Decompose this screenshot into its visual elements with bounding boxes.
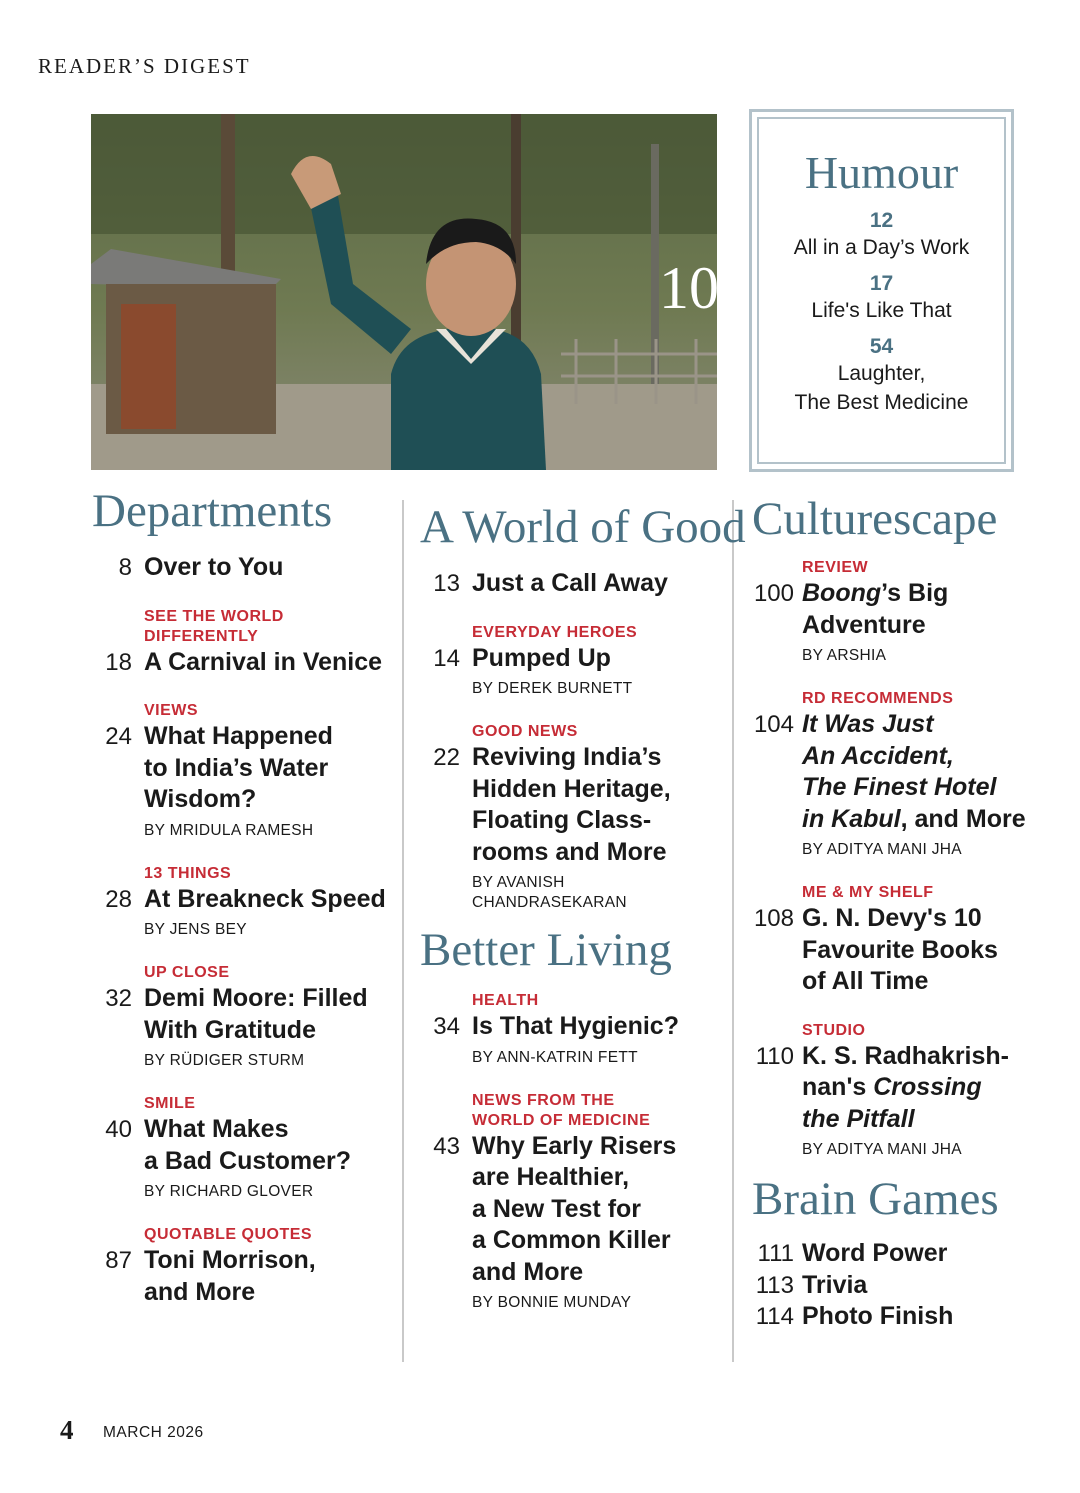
- article-title: [472, 742, 671, 868]
- page-number: 14: [433, 644, 460, 672]
- article-title: A Carnival in Venice: [144, 647, 383, 676]
- toc-entry[interactable]: [432, 991, 724, 1068]
- article-title: All in a Day’s Work: [793, 236, 970, 259]
- title-line: are Healthier,: [472, 1163, 630, 1191]
- category-kicker: VIEWS: [144, 702, 199, 719]
- toc-entry[interactable]: [100, 552, 400, 584]
- title-line: Laughter,: [837, 362, 926, 385]
- byline: BY ARSHIA: [802, 647, 887, 664]
- page-number: 34: [433, 1013, 460, 1040]
- feature-page-number: 100: [659, 255, 749, 321]
- article-title: [144, 983, 368, 1046]
- category-kicker: QUOTABLE QUOTES: [144, 1226, 313, 1243]
- article-title: At Breakneck Speed: [144, 884, 386, 913]
- page-number: 43: [433, 1132, 460, 1160]
- humour-item[interactable]: [759, 335, 1004, 417]
- category-kicker: ME & MY SHELF: [802, 884, 934, 901]
- article-title: [144, 721, 333, 816]
- humour-box: [749, 109, 1014, 472]
- article-title: [802, 903, 998, 998]
- title-italic: Boong: [802, 579, 882, 607]
- toc-entry[interactable]: [432, 568, 724, 600]
- title-line: a Bad Customer?: [144, 1146, 351, 1175]
- title-line: of All Time: [802, 967, 929, 995]
- title-line: Why Early Risers: [472, 1131, 677, 1160]
- toc-entry[interactable]: [752, 883, 1042, 998]
- article-title: Photo Finish: [802, 1302, 954, 1330]
- toc-entry[interactable]: [432, 1091, 724, 1314]
- article-title: Just a Call Away: [472, 569, 668, 597]
- title-line: Favourite Books: [802, 935, 998, 964]
- title-line: to India’s Water: [144, 753, 329, 782]
- article-title: [759, 359, 1004, 417]
- title-part: , and More: [900, 804, 1026, 833]
- world-of-good-column: [420, 500, 746, 1313]
- column-divider: [732, 500, 734, 1362]
- category-kicker: SMILE: [144, 1095, 196, 1112]
- category-kicker: 13 THINGS: [144, 864, 232, 882]
- section-title-better-living: Better Living: [420, 924, 672, 976]
- humour-item[interactable]: [759, 209, 1004, 262]
- page-number: 8: [118, 554, 132, 581]
- category-kicker: RD RECOMMENDS: [802, 690, 954, 707]
- article-title: [144, 1245, 316, 1308]
- byline-line: BY AVANISH: [472, 874, 565, 891]
- page-number: 13: [433, 570, 460, 597]
- article-title: [802, 709, 1026, 835]
- category-kicker: HEALTH: [472, 992, 539, 1009]
- title-line: What Makes: [144, 1115, 289, 1143]
- page-number: 22: [433, 744, 460, 771]
- page-number: 100: [753, 580, 794, 607]
- byline: BY DEREK BURNETT: [472, 680, 633, 697]
- kicker-line: WORLD OF MEDICINE: [472, 1111, 651, 1129]
- category-kicker: GOOD NEWS: [472, 723, 578, 740]
- page-number: 12: [869, 209, 894, 232]
- toc-entry[interactable]: [752, 558, 1042, 666]
- toc-entry[interactable]: [100, 607, 400, 679]
- byline: BY RICHARD GLOVER: [144, 1183, 314, 1200]
- toc-entry[interactable]: [752, 1301, 1042, 1333]
- title-line: and More: [144, 1277, 256, 1306]
- title-part: ’s Big: [881, 579, 949, 607]
- section-title-culturescape: Culturescape: [752, 493, 998, 545]
- folio-page-number: 4: [60, 1415, 74, 1445]
- article-title: [472, 1131, 676, 1289]
- page-number: 28: [105, 885, 132, 913]
- title-line: a Common Killer: [472, 1226, 671, 1254]
- title-line: With Gratitude: [144, 1015, 316, 1044]
- category-kicker: REVIEW: [802, 559, 869, 576]
- title-line: Reviving India’s: [472, 743, 662, 771]
- toc-entry[interactable]: [100, 1094, 400, 1202]
- category-kicker: EVERYDAY HEROES: [472, 623, 638, 641]
- byline: BY ADITYA MANI JHA: [802, 841, 962, 858]
- title-line: Floating Class-: [472, 806, 652, 834]
- title-line: Wisdom?: [144, 785, 257, 813]
- byline: BY JENS BEY: [144, 921, 247, 938]
- section-title-departments: Departments: [92, 485, 333, 537]
- page-number: 32: [105, 985, 132, 1012]
- culturescape-column: [752, 492, 1042, 1333]
- toc-entry[interactable]: [100, 963, 400, 1071]
- article-title: Over to You: [144, 553, 284, 581]
- page-number: 18: [105, 648, 132, 676]
- masthead: READER’S DIGEST: [38, 54, 251, 78]
- title-part: nan's: [802, 1073, 874, 1101]
- title-line: Adventure: [802, 610, 926, 639]
- toc-entry[interactable]: [100, 864, 400, 941]
- title-line: Hidden Heritage,: [472, 774, 671, 803]
- article-title: Trivia: [802, 1270, 868, 1299]
- article-title: Life's Like That: [811, 299, 952, 322]
- title-line: Demi Moore: Filled: [144, 984, 368, 1012]
- title-line: a New Test for: [472, 1194, 642, 1223]
- boy-gesture-illustration: [91, 114, 717, 470]
- column-divider: [402, 500, 404, 1362]
- section-title-world-of-good: A World of Good: [420, 501, 746, 553]
- category-kicker: STUDIO: [802, 1021, 866, 1039]
- toc-entry[interactable]: [432, 623, 724, 700]
- humour-item[interactable]: [759, 272, 1004, 325]
- page-number: 113: [755, 1271, 794, 1299]
- category-kicker: [472, 1091, 724, 1131]
- page-number: 40: [105, 1116, 132, 1143]
- article-title: Word Power: [802, 1239, 948, 1267]
- kicker-line: NEWS FROM THE: [472, 1091, 615, 1109]
- title-line: The Finest Hotel: [802, 773, 997, 801]
- byline: BY BONNIE MUNDAY: [472, 1294, 632, 1311]
- title-line: G. N. Devy's 10: [802, 904, 982, 932]
- page-number: 114: [755, 1303, 794, 1330]
- toc-entry[interactable]: [100, 1225, 400, 1308]
- page-number: 108: [753, 905, 794, 932]
- page-number: 104: [753, 711, 794, 738]
- byline: BY ANN-KATRIN FETT: [472, 1048, 638, 1066]
- toc-entry[interactable]: [752, 1238, 1042, 1270]
- title-line: What Happened: [144, 722, 333, 750]
- byline: BY MRIDULA RAMESH: [144, 821, 314, 839]
- kicker-line: SEE THE WORLD: [144, 607, 284, 625]
- kicker-line: DIFFERENTLY: [144, 627, 259, 645]
- title-line: An Accident,: [802, 741, 954, 770]
- page-number: 110: [755, 1042, 794, 1070]
- toc-entry[interactable]: [752, 689, 1042, 860]
- category-kicker: UP CLOSE: [144, 964, 230, 981]
- article-title: [802, 578, 948, 641]
- title-line: rooms and More: [472, 837, 667, 866]
- title-line: It Was Just: [802, 710, 934, 738]
- article-title: [802, 1041, 1009, 1136]
- page-number: 54: [869, 335, 894, 358]
- title-italic: Crossing: [873, 1073, 982, 1101]
- departments-column: [92, 484, 400, 1308]
- title-line: The Best Medicine: [794, 391, 969, 414]
- title-line: the Pitfall: [802, 1104, 915, 1133]
- page-number: 111: [757, 1240, 794, 1267]
- byline: [472, 873, 724, 913]
- byline-line: CHANDRASEKARAN: [472, 894, 627, 911]
- title-line: Toni Morrison,: [144, 1246, 316, 1274]
- humour-title: Humour: [804, 147, 959, 198]
- feature-photo[interactable]: [91, 114, 749, 470]
- article-title: [144, 1114, 351, 1177]
- title-line: K. S. Radhakrish-: [802, 1041, 1009, 1070]
- article-title: Is That Hygienic?: [472, 1012, 679, 1040]
- issue-date: MARCH 2026: [103, 1424, 204, 1441]
- toc-entry[interactable]: [752, 1270, 1042, 1302]
- page-number: 17: [869, 272, 894, 295]
- byline: BY ADITYA MANI JHA: [802, 1141, 962, 1158]
- page-number: 24: [105, 723, 132, 750]
- toc-entry[interactable]: [752, 1021, 1042, 1161]
- toc-entry[interactable]: [100, 701, 400, 841]
- byline: BY RÜDIGER STURM: [144, 1052, 305, 1069]
- article-title: Pumped Up: [472, 643, 611, 672]
- section-title-brain-games: Brain Games: [752, 1173, 999, 1225]
- title-italic: in Kabul: [802, 804, 901, 833]
- toc-entry[interactable]: [432, 722, 724, 913]
- title-line: and More: [472, 1257, 584, 1286]
- page-number: 87: [105, 1247, 132, 1274]
- category-kicker: [144, 607, 400, 647]
